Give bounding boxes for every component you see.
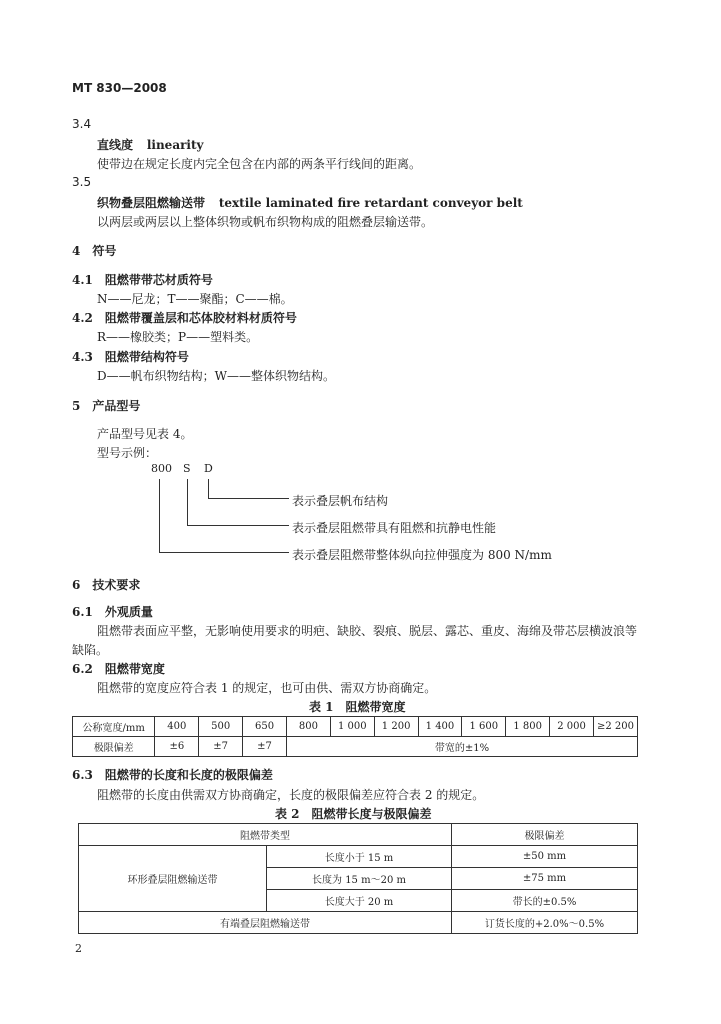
- table-cell: 500: [199, 717, 243, 737]
- table-cell: 400: [155, 717, 199, 737]
- table2-row: [79, 912, 638, 934]
- table2-row: [79, 846, 638, 868]
- table-cell: ±50 mm: [452, 846, 638, 868]
- table2: [78, 823, 638, 934]
- table-cell: 带长的±0.5%: [452, 890, 638, 912]
- table2-header-row: [79, 824, 638, 846]
- table-cell: 有端叠层阻燃输送带: [79, 912, 452, 934]
- table2-caption: 表 2 阻燃带长度与极限偏差: [275, 807, 432, 821]
- section-6-2-heading: 6.2 阻燃带宽度: [72, 662, 165, 676]
- leader-line-number-vertical: [159, 479, 160, 553]
- section-6-1-heading: 6.1 外观质量: [72, 605, 153, 619]
- section-4-3-heading: 4.3 阻燃带结构符号: [72, 350, 189, 364]
- section-4-2-text: R——橡胶类；P——塑料类。: [97, 330, 259, 344]
- table-cell: 长度大于 20 m: [267, 890, 452, 912]
- table-cell: 阻燃带类型: [79, 824, 452, 846]
- table-cell: 1 000: [330, 717, 374, 737]
- model-label-number: 表示叠层阻燃带整体纵向拉伸强度为 800 N/mm: [292, 548, 552, 562]
- table-cell: ≥2 200: [593, 717, 637, 737]
- leader-line-s-horizontal: [187, 525, 289, 526]
- model-code-d: D: [204, 462, 213, 475]
- section-5-line2: 型号示例：: [97, 446, 158, 460]
- table-cell: 长度小于 15 m: [267, 846, 452, 868]
- document-header: MT 830—2008: [72, 81, 167, 95]
- table-cell: 800: [286, 717, 330, 737]
- section-6-3-text: 阻燃带的长度由供需双方协商确定，长度的极限偏差应符合表 2 的规定。: [97, 788, 485, 802]
- table-cell: 1 800: [506, 717, 550, 737]
- section-3-5-term: [97, 194, 523, 211]
- section-3-5-number: 3.5: [72, 175, 92, 189]
- leader-line-d-horizontal: [208, 498, 289, 499]
- leader-line-d-vertical: [208, 479, 209, 499]
- table1-caption: 表 1 阻燃带宽度: [309, 700, 406, 714]
- table1-row-deviation: [73, 737, 638, 757]
- table-cell: 2 000: [550, 717, 594, 737]
- table-cell: 带宽的±1%: [286, 737, 637, 757]
- table-cell: 650: [243, 717, 287, 737]
- section-5-heading: 5 产品型号: [72, 399, 141, 413]
- table-cell: 1 400: [418, 717, 462, 737]
- leader-line-s-vertical: [187, 479, 188, 526]
- section-3-4-term: [97, 136, 204, 153]
- section-4-1-text: N——尼龙；T——聚酯；C——棉。: [97, 292, 293, 306]
- model-label-s: 表示叠层阻燃带具有阻燃和抗静电性能: [292, 521, 497, 535]
- section-4-3-text: D——帆布织物结构；W——整体织物结构。: [97, 369, 335, 383]
- section-4-2-heading: 4.2 阻燃带覆盖层和芯体胶材料材质符号: [72, 311, 297, 325]
- table-cell: 订货长度的+2.0%～0.5%: [452, 912, 638, 934]
- model-code-number: 800: [151, 462, 172, 475]
- table-cell: 1 600: [462, 717, 506, 737]
- section-6-2-text: 阻燃带的宽度应符合表 1 的规定，也可由供、需双方协商确定。: [97, 681, 437, 695]
- table-cell: ±75 mm: [452, 868, 638, 890]
- model-code-s: S: [183, 462, 191, 475]
- section-4-1-heading: 4.1 阻燃带带芯材质符号: [72, 273, 213, 287]
- section-6-1-text-line2: 缺陷。: [72, 643, 109, 657]
- term-en: textile laminated fire retardant conveyor belt: [218, 196, 523, 210]
- section-3-5-definition: 以两层或两层以上整体织物或帆布织物构成的阻燃叠层输送带。: [97, 215, 434, 229]
- section-6-1-text-line1: 阻燃带表面应平整，无影响使用要求的明疤、缺胶、裂痕、脱层、露芯、重皮、海绵及带芯层横波浪等: [97, 624, 638, 638]
- section-5-line1: 产品型号见表 4。: [97, 427, 193, 441]
- table1-row-width: [73, 717, 638, 737]
- term-zh: 织物叠层阻燃输送带: [97, 196, 206, 210]
- leader-line-number-horizontal: [159, 552, 289, 553]
- table-cell: 极限偏差: [452, 824, 638, 846]
- table-cell: 公称宽度/mm: [73, 717, 155, 737]
- section-3-4-definition: 使带边在规定长度内完全包含在内部的两条平行线间的距离。: [97, 157, 422, 171]
- table-cell: ±7: [243, 737, 287, 757]
- table-cell: 环形叠层阻燃输送带: [79, 846, 267, 912]
- table-cell: 长度为 15 m～20 m: [267, 868, 452, 890]
- table-cell: 极限偏差: [73, 737, 155, 757]
- table-cell: ±6: [155, 737, 199, 757]
- section-6-heading: 6 技术要求: [72, 578, 141, 592]
- table1: [72, 716, 638, 757]
- model-label-d: 表示叠层帆布结构: [292, 494, 389, 508]
- term-zh: 直线度: [97, 138, 134, 152]
- section-6-3-heading: 6.3 阻燃带的长度和长度的极限偏差: [72, 768, 273, 782]
- page-number: 2: [75, 942, 82, 955]
- section-4-heading: 4 符号: [72, 244, 117, 258]
- table-cell: 1 200: [374, 717, 418, 737]
- section-3-4-number: 3.4: [72, 117, 92, 131]
- term-en: linearity: [146, 138, 204, 152]
- table-cell: ±7: [199, 737, 243, 757]
